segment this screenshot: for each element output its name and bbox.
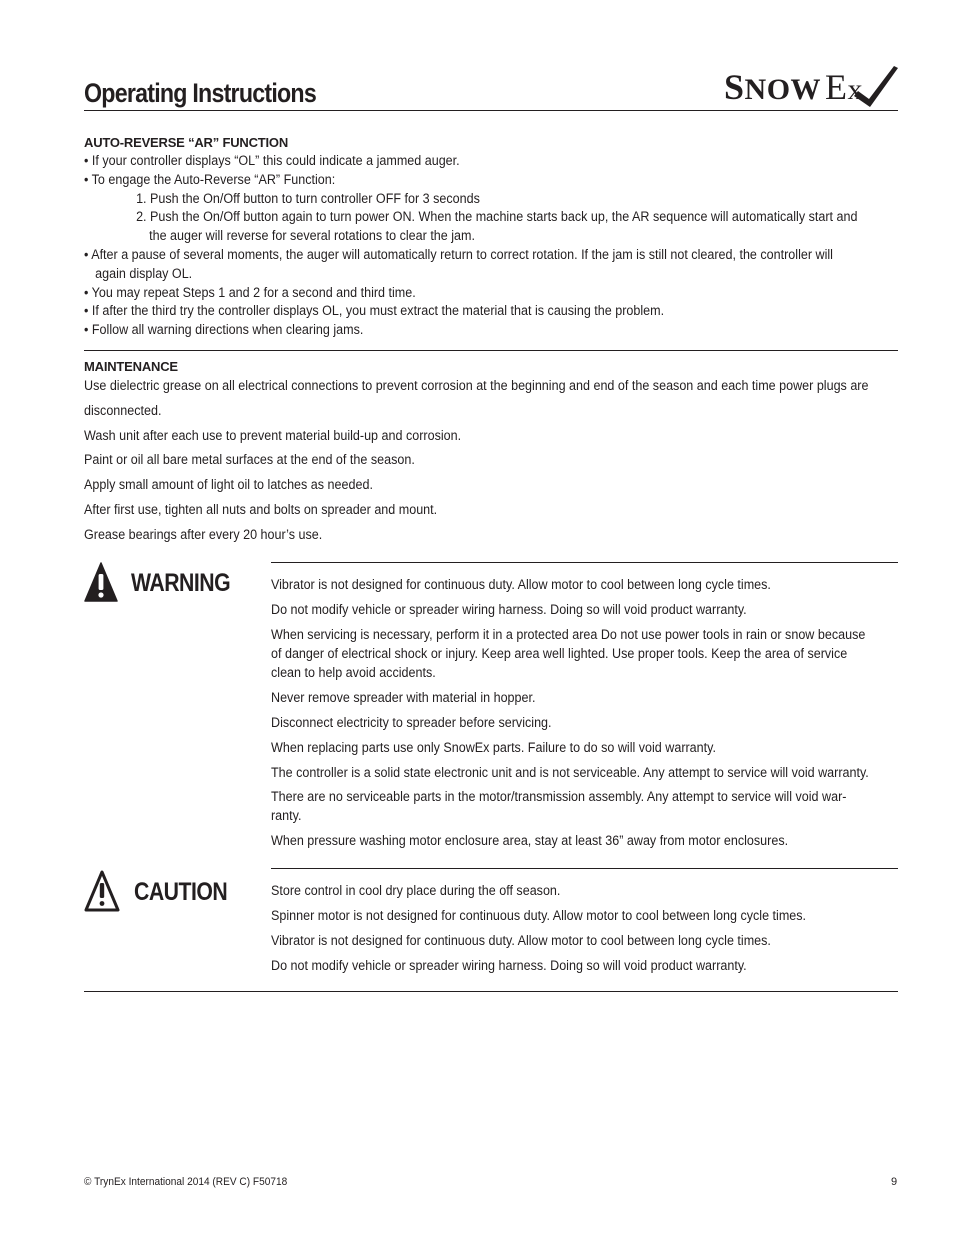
maintenance-line: After first use, tighten all nuts and bolts on spreader and mount.: [84, 501, 438, 517]
caution-triangle-icon: [84, 870, 120, 912]
checkmark-icon: [830, 64, 900, 110]
maintenance-line: Use dielectric grease on all electrical connections to prevent corrosion at the beginning and end of the season and each time power plugs are: [84, 378, 869, 393]
maintenance-line: Paint or oil all bare metal surfaces at the end of the season.: [84, 452, 415, 468]
warning-label: WARNING: [131, 569, 231, 597]
list-item: • If after the third try the controller displays OL, you must extract the material that is causing the problem.: [84, 303, 665, 319]
caution-rule: [271, 868, 898, 869]
warning-item: When pressure washing motor enclosure area, stay at least 36” away from motor enclosures.: [271, 833, 789, 849]
list-item: again display OL.: [95, 265, 193, 281]
caution-list: [271, 882, 911, 982]
section-divider: [84, 350, 898, 351]
caution-item: Spinner motor is not designed for continuous duty. Allow motor to cool between long cycle times.: [271, 907, 807, 923]
warning-item: There are no serviceable parts in the motor/transmission assembly. Any attempt to service will void war- ranty.: [271, 789, 847, 824]
warning-item: When replacing parts use only SnowEx parts. Failure to do so will void warranty.: [271, 739, 716, 755]
maintenance-line: Grease bearings after every 20 hour’s use.: [84, 526, 323, 542]
warning-item: When servicing is necessary, perform it in a protected area Do not use power tools in rain or snow because of danger of electrical shock or injury. Keep area well lighted. Use proper tools. Keep the area of service clean to help avoid accidents.: [271, 626, 866, 680]
list-item: • Follow all warning directions when clearing jams.: [84, 322, 364, 338]
warning-list: [271, 576, 911, 857]
snowex-logo: [724, 64, 900, 110]
caution-label: CAUTION: [134, 878, 228, 906]
caution-bottom-rule: [84, 991, 898, 992]
list-item: • To engage the Auto-Reverse “AR” Function:: [84, 171, 336, 187]
list-item: 1. Push the On/Off button to turn controller OFF for 3 seconds: [136, 190, 480, 206]
maintenance-line: disconnected.: [84, 402, 162, 418]
caution-item: Do not modify vehicle or spreader wiring harness. Doing so will void product warranty.: [271, 957, 747, 973]
caution-item: Store control in cool dry place during the off season.: [271, 883, 561, 898]
maintenance-heading: MAINTENANCE: [84, 359, 178, 374]
maintenance-text: [84, 374, 904, 548]
warning-item: Do not modify vehicle or spreader wiring harness. Doing so will void product warranty.: [271, 601, 747, 617]
auto-reverse-heading: AUTO-REVERSE “AR” FUNCTION: [84, 135, 289, 150]
list-item: 2. Push the On/Off button again to turn power ON. When the machine starts back up, the AR sequence will automatically start and: [136, 209, 858, 225]
warning-sign: [84, 562, 244, 604]
maintenance-line: Apply small amount of light oil to latches as needed.: [84, 477, 373, 493]
list-item: • After a pause of several moments, the auger will automatically return to correct rotation. If the jam is still not cleared, the controller will: [84, 246, 833, 262]
page-number: 9: [891, 1176, 898, 1188]
list-item: • You may repeat Steps 1 and 2 for a second and third time.: [84, 284, 416, 300]
list-item: the auger will reverse for several rotations to clear the jam.: [149, 228, 475, 244]
logo-wordmark: SNOW Ex: [724, 67, 864, 107]
list-item: • If your controller displays “OL” this could indicate a jammed auger.: [84, 153, 460, 168]
warning-item: Vibrator is not designed for continuous duty. Allow motor to cool between long cycle times.: [271, 577, 771, 592]
warning-item: Disconnect electricity to spreader before servicing.: [271, 714, 552, 730]
warning-triangle-icon: [84, 562, 118, 602]
caution-item: Vibrator is not designed for continuous duty. Allow motor to cool between long cycle times.: [271, 932, 771, 948]
maintenance-line: Wash unit after each use to prevent material build-up and corrosion.: [84, 427, 462, 443]
page-title: Operating Instructions: [84, 78, 316, 108]
caution-sign: [84, 870, 244, 914]
warning-item: The controller is a solid state electronic unit and is not serviceable. Any attempt to service will void warranty.: [271, 764, 869, 780]
warning-item: Never remove spreader with material in hopper.: [271, 689, 536, 705]
header-rule: [84, 110, 898, 111]
auto-reverse-list: [84, 152, 902, 340]
warning-rule: [271, 562, 898, 563]
footer-copyright: © TrynEx International 2014 (REV C) F50718: [84, 1176, 288, 1188]
